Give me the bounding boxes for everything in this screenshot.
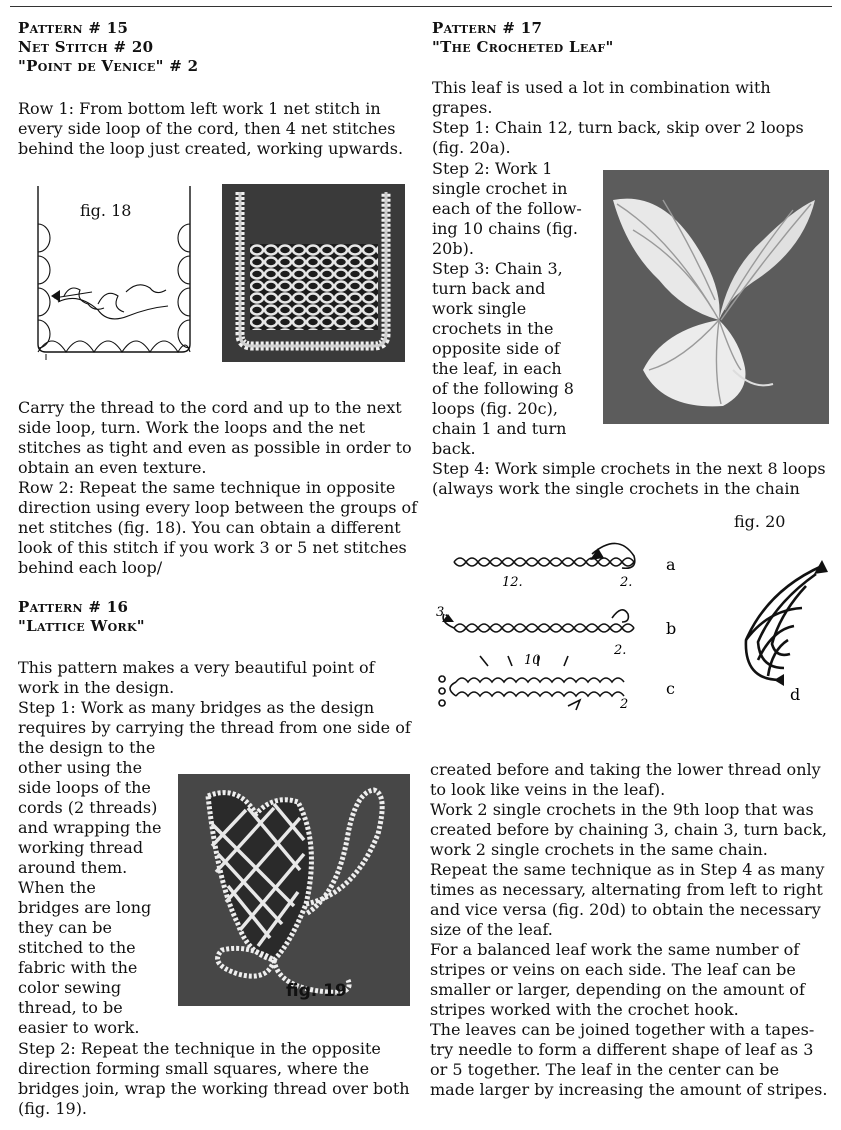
fig-20-label: fig. 20	[734, 512, 786, 531]
step-4-text: Step 4: Work simple crochets in the next 8 loops (always work the single crochets in the chain	[432, 459, 826, 498]
fig-18-diagram	[18, 184, 208, 360]
chain-a	[454, 543, 635, 568]
carry-thread-text: Carry the thread to the cord and up to the next side loop, turn. Work the loops and the net stitches as tight and even as possible in order to obtain an even texture. Row 2: Repeat the same technique in opposite direction using every loop between the groups of net stitches (fig. 18). You can obtain a different look of this stitch if you work 3 or 5 net stitches behind each loop/	[18, 398, 418, 577]
pattern-16-heading: Pattern # 16 "Lattice Work"	[18, 598, 145, 635]
label-12: 12.	[502, 575, 523, 590]
continued-text: created before and taking the lower thread only to look like veins in the leaf). Work 2 single crochets in the 9th loop that was created before by chaining 3, chain 3, turn back, work 2 single crochets in the same chain. Repeat the same technique as in Step 4 as many times as necessary, alternating from left to right and vice versa (fig. 20d) to obtain the necessary size of the leaf. For a balanced leaf work the same number of stripes or veins on each side. The leaf can be smaller or larger, depending on the amount of stripes worked with the crochet hook. The leaves can be joined together with a tapes- try needle to form a different shape of leaf as 3 or 5 together. The leaf in the center can be made larger by increasing the amount of stripes.	[430, 760, 828, 1099]
label-2-c: 2	[620, 697, 629, 712]
pattern-15-heading: Pattern # 15 Net Stitch # 20 "Point de Venice" # 2	[18, 19, 199, 75]
lattice-intro-text: This pattern makes a very beautiful point of work in the design. Step 1: Work as many bridges as the design requires by carrying the thread from one side of the design to the	[18, 658, 411, 757]
leaf-intro-text: This leaf is used a lot in combination with grapes. Step 1: Chain 12, turn back, skip over 2 loops (fig. 20a).	[432, 78, 804, 157]
row-1-text: Row 1: From bottom left work 1 net stitch in every side loop of the cord, then 4 net stitches behind the loop just created, working upwards.	[18, 99, 404, 158]
chain-b	[443, 610, 634, 632]
fig-18-label: fig. 18	[80, 201, 132, 220]
top-rule	[10, 6, 832, 7]
lattice-column-text: other using the side loops of the cords (2 threads) and wrapping the working thread around them. When the bridges are long they can be stitched to the fabric with the color sewing thread, to be easier to work.	[18, 758, 162, 1037]
leaf-d	[746, 566, 822, 680]
fig-20-diagram	[428, 530, 838, 720]
pattern-17-heading: Pattern # 17 "The Crocheted Leaf"	[432, 19, 614, 56]
label-c: c	[666, 679, 675, 698]
label-3: 3.	[436, 605, 449, 620]
crocheted-leaf-photo	[603, 170, 829, 424]
label-b: b	[666, 619, 677, 638]
lattice-work-photo	[178, 774, 410, 1006]
label-10: 10	[524, 653, 541, 668]
label-a: a	[666, 555, 676, 574]
label-2-a: 2.	[620, 575, 633, 590]
fig-19-label: fig. 19	[286, 981, 347, 1001]
label-2-b: 2.	[614, 643, 627, 658]
leaf-steps-text: Step 2: Work 1 single crochet in each of the follow- ing 10 chains (fig. 20b). Step 3: Chain 3, turn back and work single crochets in the opposite side of the leaf, in each of the following 8 loops (fig. 20c), chain 1 and turn back.	[432, 159, 582, 458]
label-d: d	[790, 685, 801, 704]
step-2-text: Step 2: Repeat the technique in the opposite direction forming small squares, where the bridges join, wrap the working thread over both (fig. 19).	[18, 1039, 410, 1118]
net-stitch-photo	[222, 184, 405, 362]
